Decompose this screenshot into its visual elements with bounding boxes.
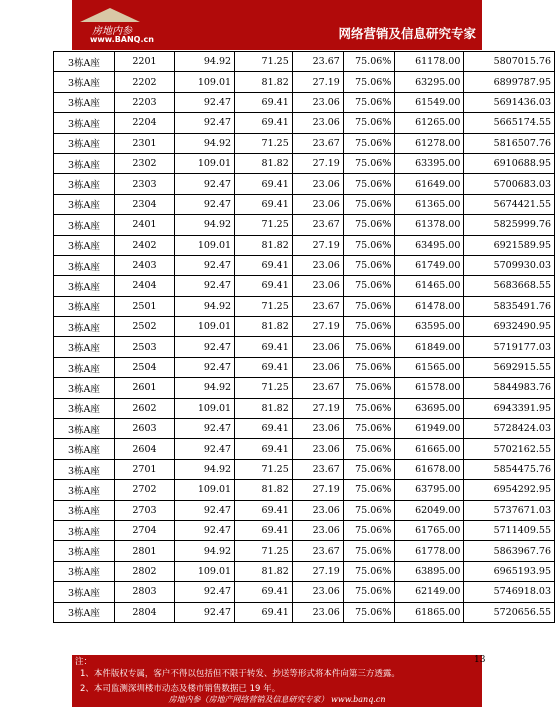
table-cell: 3栋A座 <box>54 520 115 540</box>
table-row <box>54 72 555 92</box>
table-cell: 61378.00 <box>395 215 464 235</box>
table-cell: 3栋A座 <box>54 602 115 622</box>
table-cell: 27.19 <box>292 72 343 92</box>
table-cell: 5746918.03 <box>464 582 555 602</box>
table-cell: 5709930.03 <box>464 255 555 275</box>
table-cell: 71.25 <box>235 296 293 316</box>
table-cell: 2203 <box>114 92 174 112</box>
table-cell: 3栋A座 <box>54 419 115 439</box>
table-cell: 23.06 <box>292 602 343 622</box>
notes-heading: 注： <box>75 657 93 667</box>
table-cell: 3栋A座 <box>54 296 115 316</box>
table-cell: 61478.00 <box>395 296 464 316</box>
table-cell: 3栋A座 <box>54 194 115 214</box>
table-cell: 75.06% <box>343 337 395 357</box>
table-cell: 94.92 <box>175 133 235 153</box>
table-cell: 2702 <box>114 480 174 500</box>
table-cell: 109.01 <box>175 235 235 255</box>
table-cell: 69.41 <box>235 500 293 520</box>
table-cell: 5702162.55 <box>464 439 555 459</box>
table-cell: 2801 <box>114 541 174 561</box>
table-cell: 92.47 <box>175 337 235 357</box>
table-cell: 75.06% <box>343 153 395 173</box>
notes-panel <box>72 655 482 707</box>
table-row <box>54 133 555 153</box>
table-row <box>54 480 555 500</box>
table-cell: 75.06% <box>343 52 395 72</box>
table-cell: 2502 <box>114 317 174 337</box>
table-cell: 5737671.03 <box>464 500 555 520</box>
table-cell: 94.92 <box>175 541 235 561</box>
table-cell: 5720656.55 <box>464 602 555 622</box>
table-cell: 2802 <box>114 561 174 581</box>
table-cell: 75.06% <box>343 174 395 194</box>
table-cell: 75.06% <box>343 113 395 133</box>
table-cell: 94.92 <box>175 459 235 479</box>
table-cell: 3栋A座 <box>54 215 115 235</box>
table-cell: 92.47 <box>175 174 235 194</box>
table-row <box>54 153 555 173</box>
table-cell: 71.25 <box>235 459 293 479</box>
table-cell: 3栋A座 <box>54 276 115 296</box>
table-cell: 109.01 <box>175 317 235 337</box>
table-cell: 63295.00 <box>395 72 464 92</box>
table-cell: 2504 <box>114 357 174 377</box>
table-cell: 92.47 <box>175 255 235 275</box>
table-cell: 2601 <box>114 378 174 398</box>
table-cell: 27.19 <box>292 153 343 173</box>
table-cell: 75.06% <box>343 520 395 540</box>
table-cell: 75.06% <box>343 602 395 622</box>
table-cell: 94.92 <box>175 378 235 398</box>
table-cell: 75.06% <box>343 439 395 459</box>
table-row <box>54 52 555 72</box>
table-cell: 5816507.76 <box>464 133 555 153</box>
table-cell: 3栋A座 <box>54 255 115 275</box>
table-cell: 5854475.76 <box>464 459 555 479</box>
table-cell: 27.19 <box>292 235 343 255</box>
table-cell: 2304 <box>114 194 174 214</box>
table-row <box>54 520 555 540</box>
header-banner <box>72 0 482 50</box>
table-cell: 63895.00 <box>395 561 464 581</box>
price-table <box>53 51 555 623</box>
table-cell: 81.82 <box>235 398 293 418</box>
table-cell: 23.67 <box>292 52 343 72</box>
table-cell: 2803 <box>114 582 174 602</box>
table-cell: 109.01 <box>175 480 235 500</box>
table-cell: 69.41 <box>235 357 293 377</box>
table-cell: 61178.00 <box>395 52 464 72</box>
table-cell: 3栋A座 <box>54 72 115 92</box>
table-cell: 3栋A座 <box>54 459 115 479</box>
table-cell: 23.06 <box>292 500 343 520</box>
table-row <box>54 378 555 398</box>
table-cell: 3栋A座 <box>54 174 115 194</box>
table-cell: 27.19 <box>292 317 343 337</box>
table-cell: 61578.00 <box>395 378 464 398</box>
table-cell: 61549.00 <box>395 92 464 112</box>
table-cell: 61949.00 <box>395 419 464 439</box>
footer-text: 房地内参（房地产网络营销及信息研究专家） www.banq.cn <box>168 695 386 704</box>
table-cell: 71.25 <box>235 52 293 72</box>
table-cell: 81.82 <box>235 72 293 92</box>
table-cell: 3栋A座 <box>54 113 115 133</box>
table-cell: 92.47 <box>175 92 235 112</box>
table-cell: 75.06% <box>343 561 395 581</box>
table-cell: 81.82 <box>235 561 293 581</box>
table-cell: 69.41 <box>235 520 293 540</box>
table-cell: 6899787.95 <box>464 72 555 92</box>
table-cell: 92.47 <box>175 602 235 622</box>
table-cell: 3栋A座 <box>54 133 115 153</box>
table-cell: 63495.00 <box>395 235 464 255</box>
table-cell: 81.82 <box>235 480 293 500</box>
table-cell: 2401 <box>114 215 174 235</box>
table-cell: 3栋A座 <box>54 357 115 377</box>
table-row <box>54 582 555 602</box>
table-cell: 5807015.76 <box>464 52 555 72</box>
table-row <box>54 459 555 479</box>
table-cell: 92.47 <box>175 357 235 377</box>
table-cell: 23.06 <box>292 194 343 214</box>
table-row <box>54 500 555 520</box>
table-cell: 62149.00 <box>395 582 464 602</box>
table-cell: 6932490.95 <box>464 317 555 337</box>
table-row <box>54 317 555 337</box>
table-cell: 94.92 <box>175 215 235 235</box>
table-cell: 75.06% <box>343 541 395 561</box>
table-cell: 23.06 <box>292 439 343 459</box>
table-cell: 61765.00 <box>395 520 464 540</box>
table-cell: 2703 <box>114 500 174 520</box>
table-cell: 3栋A座 <box>54 561 115 581</box>
table-cell: 2403 <box>114 255 174 275</box>
table-cell: 92.47 <box>175 276 235 296</box>
table-cell: 5691436.03 <box>464 92 555 112</box>
table-cell: 71.25 <box>235 215 293 235</box>
table-cell: 6943391.95 <box>464 398 555 418</box>
table-cell: 3栋A座 <box>54 337 115 357</box>
table-cell: 5674421.55 <box>464 194 555 214</box>
table-cell: 23.67 <box>292 296 343 316</box>
table-cell: 5683668.55 <box>464 276 555 296</box>
table-cell: 3栋A座 <box>54 317 115 337</box>
table-cell: 61665.00 <box>395 439 464 459</box>
table-cell: 5728424.03 <box>464 419 555 439</box>
table-cell: 5700683.03 <box>464 174 555 194</box>
table-cell: 69.41 <box>235 337 293 357</box>
table-cell: 2204 <box>114 113 174 133</box>
table-cell: 61365.00 <box>395 194 464 214</box>
table-cell: 2603 <box>114 419 174 439</box>
table-cell: 2202 <box>114 72 174 92</box>
table-row <box>54 174 555 194</box>
table-cell: 69.41 <box>235 419 293 439</box>
table-cell: 5825999.76 <box>464 215 555 235</box>
table-cell: 3栋A座 <box>54 398 115 418</box>
table-cell: 75.06% <box>343 92 395 112</box>
table-row <box>54 92 555 112</box>
table-row <box>54 439 555 459</box>
table-row <box>54 113 555 133</box>
header-slogan: 网络营销及信息研究专家 <box>338 26 476 41</box>
table-cell: 23.06 <box>292 419 343 439</box>
table-cell: 75.06% <box>343 235 395 255</box>
table-row <box>54 541 555 561</box>
table-row <box>54 194 555 214</box>
table-cell: 3栋A座 <box>54 582 115 602</box>
table-cell: 2602 <box>114 398 174 418</box>
table-cell: 61865.00 <box>395 602 464 622</box>
table-cell: 75.06% <box>343 378 395 398</box>
note-item: 1、本件版权专属，客户不得以包括但不限于转发、抄送等形式将本件向第三方透露。 <box>80 669 400 679</box>
table-cell: 2201 <box>114 52 174 72</box>
table-cell: 63695.00 <box>395 398 464 418</box>
table-row <box>54 398 555 418</box>
table-cell: 75.06% <box>343 500 395 520</box>
table-cell: 81.82 <box>235 317 293 337</box>
table-cell: 27.19 <box>292 480 343 500</box>
table-cell: 61278.00 <box>395 133 464 153</box>
table-cell: 75.06% <box>343 582 395 602</box>
table-cell: 5844983.76 <box>464 378 555 398</box>
table-cell: 61678.00 <box>395 459 464 479</box>
table-cell: 23.06 <box>292 113 343 133</box>
table-cell: 94.92 <box>175 296 235 316</box>
table-cell: 23.06 <box>292 582 343 602</box>
table-cell: 71.25 <box>235 378 293 398</box>
table-cell: 75.06% <box>343 276 395 296</box>
table-cell: 63395.00 <box>395 153 464 173</box>
table-cell: 75.06% <box>343 357 395 377</box>
table-cell: 69.41 <box>235 439 293 459</box>
table-cell: 75.06% <box>343 194 395 214</box>
table-row <box>54 235 555 255</box>
table-cell: 5835491.76 <box>464 296 555 316</box>
table-cell: 3栋A座 <box>54 500 115 520</box>
table-cell: 71.25 <box>235 133 293 153</box>
table-row <box>54 337 555 357</box>
table-cell: 27.19 <box>292 561 343 581</box>
table-cell: 5719177.03 <box>464 337 555 357</box>
table-cell: 75.06% <box>343 317 395 337</box>
table-cell: 23.06 <box>292 255 343 275</box>
table-cell: 92.47 <box>175 500 235 520</box>
table-cell: 23.67 <box>292 541 343 561</box>
table-cell: 69.41 <box>235 582 293 602</box>
table-cell: 2604 <box>114 439 174 459</box>
table-cell: 75.06% <box>343 215 395 235</box>
table-cell: 61649.00 <box>395 174 464 194</box>
table-cell: 92.47 <box>175 439 235 459</box>
table-cell: 109.01 <box>175 72 235 92</box>
table-cell: 69.41 <box>235 113 293 133</box>
table-row <box>54 276 555 296</box>
house-roof-icon <box>80 8 140 22</box>
table-cell: 23.06 <box>292 337 343 357</box>
table-cell: 23.06 <box>292 92 343 112</box>
table-cell: 75.06% <box>343 480 395 500</box>
table-cell: 109.01 <box>175 398 235 418</box>
table-cell: 2301 <box>114 133 174 153</box>
table-cell: 2501 <box>114 296 174 316</box>
table-cell: 2404 <box>114 276 174 296</box>
table-row <box>54 215 555 235</box>
logo-url: www.BANQ.cn <box>90 35 154 44</box>
page-number: 13 <box>474 655 486 665</box>
table-row <box>54 561 555 581</box>
table-cell: 2402 <box>114 235 174 255</box>
table-cell: 23.06 <box>292 276 343 296</box>
table-cell: 61849.00 <box>395 337 464 357</box>
table-cell: 3栋A座 <box>54 92 115 112</box>
table-cell: 61565.00 <box>395 357 464 377</box>
table-cell: 5665174.55 <box>464 113 555 133</box>
table-cell: 75.06% <box>343 398 395 418</box>
table-cell: 69.41 <box>235 174 293 194</box>
table-cell: 2302 <box>114 153 174 173</box>
table-cell: 6954292.95 <box>464 480 555 500</box>
table-cell: 3栋A座 <box>54 541 115 561</box>
table-cell: 5863967.76 <box>464 541 555 561</box>
table-cell: 23.67 <box>292 459 343 479</box>
table-cell: 92.47 <box>175 113 235 133</box>
table-cell: 6965193.95 <box>464 561 555 581</box>
table-cell: 23.06 <box>292 174 343 194</box>
table-cell: 92.47 <box>175 194 235 214</box>
table-cell: 2503 <box>114 337 174 357</box>
table-cell: 61265.00 <box>395 113 464 133</box>
table-cell: 69.41 <box>235 194 293 214</box>
table-cell: 2704 <box>114 520 174 540</box>
table-cell: 81.82 <box>235 153 293 173</box>
table-cell: 75.06% <box>343 459 395 479</box>
table-cell: 3栋A座 <box>54 378 115 398</box>
table-row <box>54 419 555 439</box>
table-cell: 63595.00 <box>395 317 464 337</box>
table-row <box>54 602 555 622</box>
table-row <box>54 357 555 377</box>
table-cell: 75.06% <box>343 72 395 92</box>
table-row <box>54 255 555 275</box>
table-cell: 3栋A座 <box>54 52 115 72</box>
table-cell: 69.41 <box>235 276 293 296</box>
table-cell: 23.06 <box>292 357 343 377</box>
table-cell: 23.67 <box>292 133 343 153</box>
table-cell: 6921589.95 <box>464 235 555 255</box>
table-cell: 71.25 <box>235 541 293 561</box>
table-cell: 109.01 <box>175 153 235 173</box>
table-cell: 2303 <box>114 174 174 194</box>
table-cell: 69.41 <box>235 602 293 622</box>
table-cell: 27.19 <box>292 398 343 418</box>
table-cell: 92.47 <box>175 520 235 540</box>
table-cell: 23.67 <box>292 378 343 398</box>
table-cell: 62049.00 <box>395 500 464 520</box>
table-cell: 69.41 <box>235 92 293 112</box>
logo-text: 房地内参 <box>92 26 132 37</box>
table-cell: 69.41 <box>235 255 293 275</box>
table-cell: 3栋A座 <box>54 153 115 173</box>
table-cell: 61749.00 <box>395 255 464 275</box>
table-cell: 92.47 <box>175 582 235 602</box>
table-cell: 94.92 <box>175 52 235 72</box>
table-cell: 2804 <box>114 602 174 622</box>
table-cell: 23.67 <box>292 215 343 235</box>
table-cell: 92.47 <box>175 419 235 439</box>
table-cell: 63795.00 <box>395 480 464 500</box>
table-cell: 75.06% <box>343 296 395 316</box>
table-cell: 61778.00 <box>395 541 464 561</box>
table-cell: 5711409.55 <box>464 520 555 540</box>
table-cell: 61465.00 <box>395 276 464 296</box>
table-cell: 23.06 <box>292 520 343 540</box>
table-cell: 5692915.55 <box>464 357 555 377</box>
note-item: 2、本司监测深圳楼市动态及楼市销售数据已 19 年。 <box>80 684 281 694</box>
logo <box>72 8 202 46</box>
table-cell: 3栋A座 <box>54 235 115 255</box>
table-cell: 75.06% <box>343 255 395 275</box>
table-cell: 2701 <box>114 459 174 479</box>
table-cell: 109.01 <box>175 561 235 581</box>
table-cell: 81.82 <box>235 235 293 255</box>
table-cell: 75.06% <box>343 419 395 439</box>
table-row <box>54 296 555 316</box>
table-cell: 3栋A座 <box>54 439 115 459</box>
table-cell: 6910688.95 <box>464 153 555 173</box>
table-cell: 75.06% <box>343 133 395 153</box>
table-cell: 3栋A座 <box>54 480 115 500</box>
